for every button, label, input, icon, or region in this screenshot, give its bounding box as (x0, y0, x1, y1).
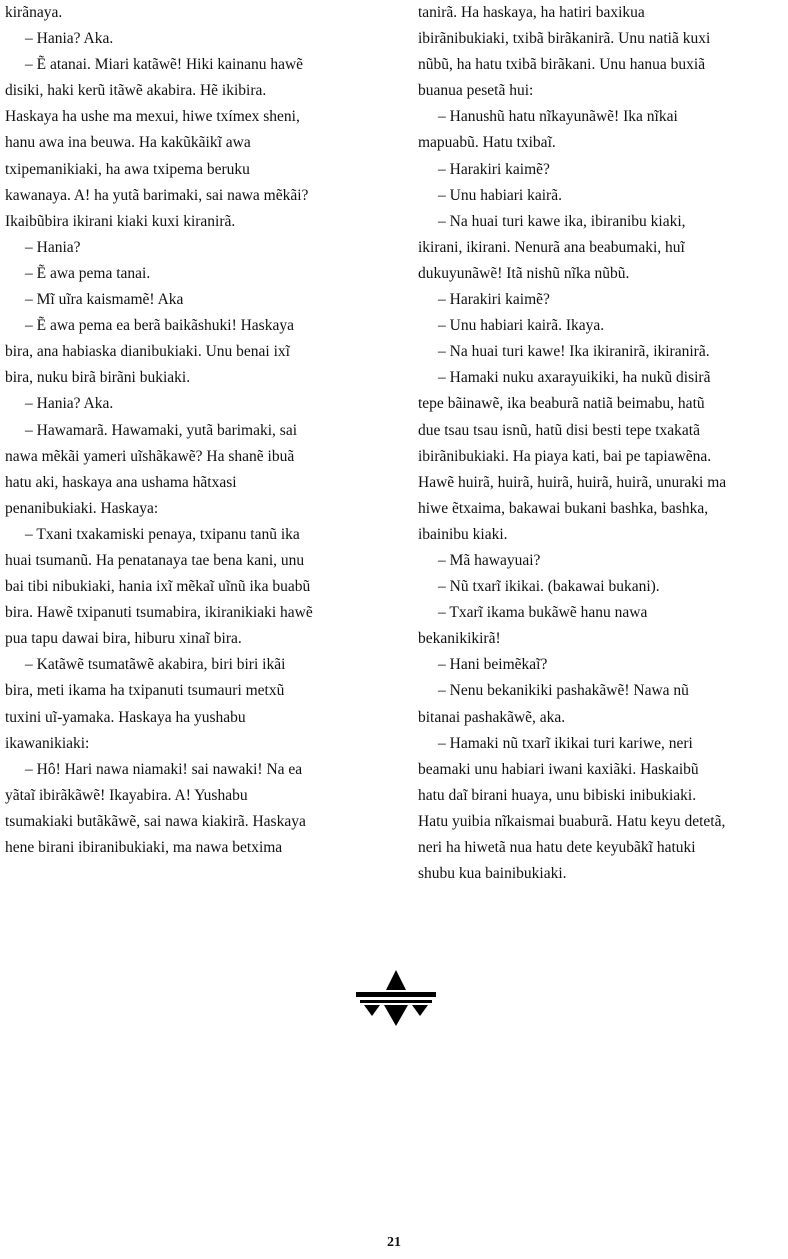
triangle-bar-ornament-icon (356, 968, 436, 1028)
text-line: bai tibi nibukiaki, hania ixĩ mẽkaĩ uĩnũ ika buabũ (5, 578, 311, 596)
text-line: tsumakiaki butãkãwẽ, sai nawa kiakirã. Haskaya (5, 812, 306, 830)
text-line: – Txani txakamiski penaya, txipanu tanũ ika (25, 525, 300, 543)
text-line: – Ẽ awa pema ea berã baikãshuki! Haskaya (25, 317, 294, 335)
text-line: bira, nuku birã birãni bukiaki. (5, 369, 191, 387)
text-line: hiwe ẽtxaima, bakawai bukani bashka, bashka, (418, 499, 709, 517)
text-line: dukuyunãwẽ! Itã nishũ nĩka nũbũ. (418, 264, 630, 282)
text-line: – Hawamarã. Hawamaki, yutã barimaki, sai (25, 421, 298, 439)
text-line: bira. Hawẽ txipanuti tsumabira, ikiranikiaki hawẽ (5, 604, 313, 622)
text-line: – Hania? Aka. (25, 395, 114, 413)
text-line: bitanai pashakãwẽ, aka. (418, 708, 566, 726)
text-line: huai tsumanũ. Ha penatanaya tae bena kani, unu (5, 551, 305, 569)
text-line: kirãnaya. (5, 4, 63, 21)
text-line: yãtaĩ ibirãkãwẽ! Ikayabira. A! Yushabu (5, 786, 248, 804)
text-line: – Hania? Aka. (25, 30, 114, 48)
text-line: kawanaya. A! ha yutã barimaki, sai nawa mẽkãi? (5, 186, 309, 204)
page-number: 21 (387, 1235, 401, 1250)
text-line: txipemanikiaki, ha awa txipema beruku (5, 160, 250, 178)
text-line: – Nũ txarĩ ikikai. (bakawai bukani). (438, 578, 660, 596)
text-line: – Mĩ uĩra kaismamẽ! Aka (25, 291, 184, 309)
text-line: – Txarĩ ikama bukãwẽ hanu nawa (438, 604, 648, 622)
text-line: – Hamaki nuku axarayuikiki, ha nukũ disirã (438, 369, 711, 387)
text-line: hanu awa ina beuwa. Ha kakũkãikĩ awa (5, 134, 251, 152)
text-line: bira, meti ikama ha txipanuti tsumauri metxũ (5, 682, 285, 700)
text-line: bira, ana habiaska dianibukiaki. Unu benai ixĩ (5, 343, 290, 361)
text-line: – Hania? (25, 238, 81, 256)
text-line: pua tapu dawai bira, hiburu xinaĩ bira. (5, 630, 242, 648)
right-text-column (418, 0, 780, 887)
text-line: beamaki unu habiari iwani kaxiãki. Haskaibũ (418, 760, 699, 778)
text-line: penanibukiaki. Haskaya: (5, 499, 159, 517)
text-line: tepe bãinawẽ, ika beaburã natiã beimabu, hatũ (418, 395, 705, 413)
text-line: – Ẽ awa pema tanai. (25, 264, 151, 282)
text-line: – Harakiri kaimẽ? (438, 160, 550, 178)
text-line: buanua pesetã hui: (418, 82, 534, 100)
text-line: – Katãwẽ tsumatãwẽ akabira, biri biri ikãi (25, 656, 286, 674)
text-line: Haskaya ha ushe ma mexui, hiwe txímex sheni, (5, 108, 300, 126)
left-text-column (5, 0, 370, 861)
text-line: hatu aki, haskaya ana ushama hãtxasi (5, 473, 237, 491)
text-line: ikawanikiaki: (5, 734, 90, 752)
text-line: mapuabũ. Hatu txibaĩ. (418, 134, 556, 152)
text-line: – Harakiri kaimẽ? (438, 291, 550, 309)
text-line: – Hani beimẽkaĩ? (438, 656, 548, 674)
text-line: – Nenu bekanikiki pashakãwẽ! Nawa nũ (438, 682, 689, 700)
text-line: nawa mẽkãi yameri uĩshãkawẽ? Ha shanẽ ibuã (5, 447, 295, 465)
text-line: due tsau tsau isnũ, hatũ disi besti tepe txakatã (418, 421, 700, 439)
text-line: Hatu yuibia nĩkaismai buaburã. Hatu keyu detetã, (418, 812, 726, 830)
text-line: – Hamaki nũ txarĩ ikikai turi kariwe, neri (438, 734, 693, 752)
text-line: neri ha hiwetã nua hatu dete keyubãkĩ hatuki (418, 839, 696, 856)
text-line: ibirãnibukiaki. Ha piaya kati, bai pe tapiawẽna. (418, 447, 712, 465)
text-line: hatu daĩ birani huaya, unu bibiski inibukiaki. (418, 786, 697, 804)
text-line: ibainibu kiaki. (418, 525, 508, 543)
text-line: shubu kua bainibukiaki. (418, 865, 567, 883)
text-line: tanirã. Ha haskaya, ha hatiri baxikua (418, 4, 645, 21)
text-line: – Mã hawayuai? (438, 551, 541, 569)
text-line: – Unu habiari kairã. Ikaya. (438, 317, 605, 335)
text-line: – Hanushũ hatu nĩkayunãwẽ! Ika nĩkai (438, 108, 678, 126)
text-line: Ikaibũbira ikirani kiaki kuxi kiranirã. (5, 212, 236, 230)
text-line: disiki, haki kerũ itãwẽ akabira. Hẽ ikibira. (5, 82, 267, 100)
text-line: – Na huai turi kawe! Ika ikiranirã, ikiranirã. (438, 343, 710, 361)
text-line: – Na huai turi kawe ika, ibiranibu kiaki, (438, 212, 686, 230)
text-line: ikirani, ikirani. Nenurã ana beabumaki, huĩ (418, 238, 685, 256)
text-line: – Ẽ atanai. Miari katãwẽ! Hiki kainanu hawẽ (25, 56, 304, 74)
text-line: tuxini uĩ-yamaka. Haskaya ha yushabu (5, 708, 246, 726)
text-line: – Unu habiari kairã. (438, 186, 562, 204)
text-line: bekanikikirã! (418, 630, 501, 648)
text-line: – Hô! Hari nawa niamaki! sai nawaki! Na ea (25, 760, 303, 778)
text-line: nũbũ, ha hatu txibã birãkani. Unu hanua buxiã (418, 56, 706, 74)
text-line: ibirãnibukiaki, txibã birãkanirã. Unu natiã kuxi (418, 30, 711, 48)
text-line: hene birani ibiranibukiaki, ma nawa betxima (5, 839, 283, 856)
text-line: Hawẽ huirã, huirã, huirã, huirã, huirã, unuraki ma (418, 473, 727, 491)
